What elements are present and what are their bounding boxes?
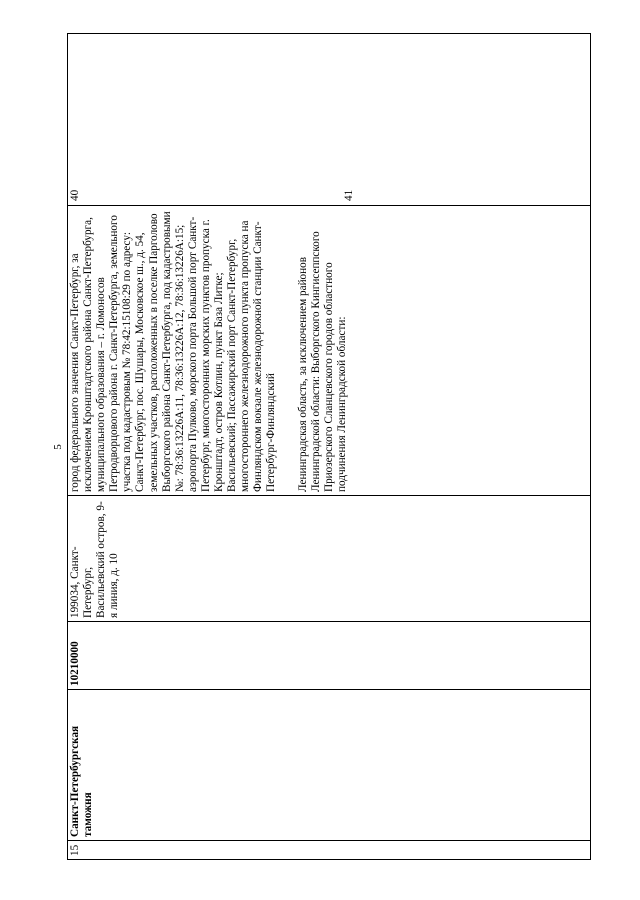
customs-table: [67, 33, 591, 860]
ref-number: 41: [343, 189, 355, 201]
ref-number: 40: [69, 189, 81, 201]
row-index: 15: [68, 841, 591, 860]
region-entry: Ленинградская область, за исключением районов Ленинградской области: Выборгского Кингисеппского Приозерского Сланцевского городов областного подчинения Ленинградской области:: [296, 231, 348, 492]
customs-address: 199034, Санкт-Петербург, Васильевский остров, 9-я линия, д. 10: [68, 496, 591, 622]
region-cell: [68, 206, 591, 496]
page-number: 5: [52, 444, 64, 450]
ref-cell: [68, 34, 591, 206]
rotated-page: [44, 34, 598, 860]
region-entry: город федерального значения Санкт-Петербург, за исключением Кронштадтского района Санкт-Петербурга, муниципального образования – г. Ломоносов Петродворцового района г. Санкт-Петербурга, земельного участка под кадастровым № 78:42:15108:29 по адресу: Санкт-Петербург, пос. Шушары, Московское ш., д. 54, земельных участков, расположенных в поселке Парголово Выборгского района Санкт-Петербурга, под кадастровыми №: 78:36:13226А:11, 78:36:13226А:12, 78:36:13226А:15; аэропорта Пулково, морского порта Большой порт Санкт-Петербург, многосторонних морских пунктов пропуска г. Кронштадт, остров Котлин, пункт База Литке; Васильевский; Пассажирский порт Санкт-Петербург, многостороннего железнодорожного пункта пропуска на Финляндском вокзале железнодорожной станции Санкт-Петербург-Финляндский: [69, 211, 278, 492]
customs-code: 10210000: [68, 622, 591, 690]
table-row: [68, 34, 591, 860]
customs-name: Санкт-Петербургская таможня: [68, 690, 591, 841]
